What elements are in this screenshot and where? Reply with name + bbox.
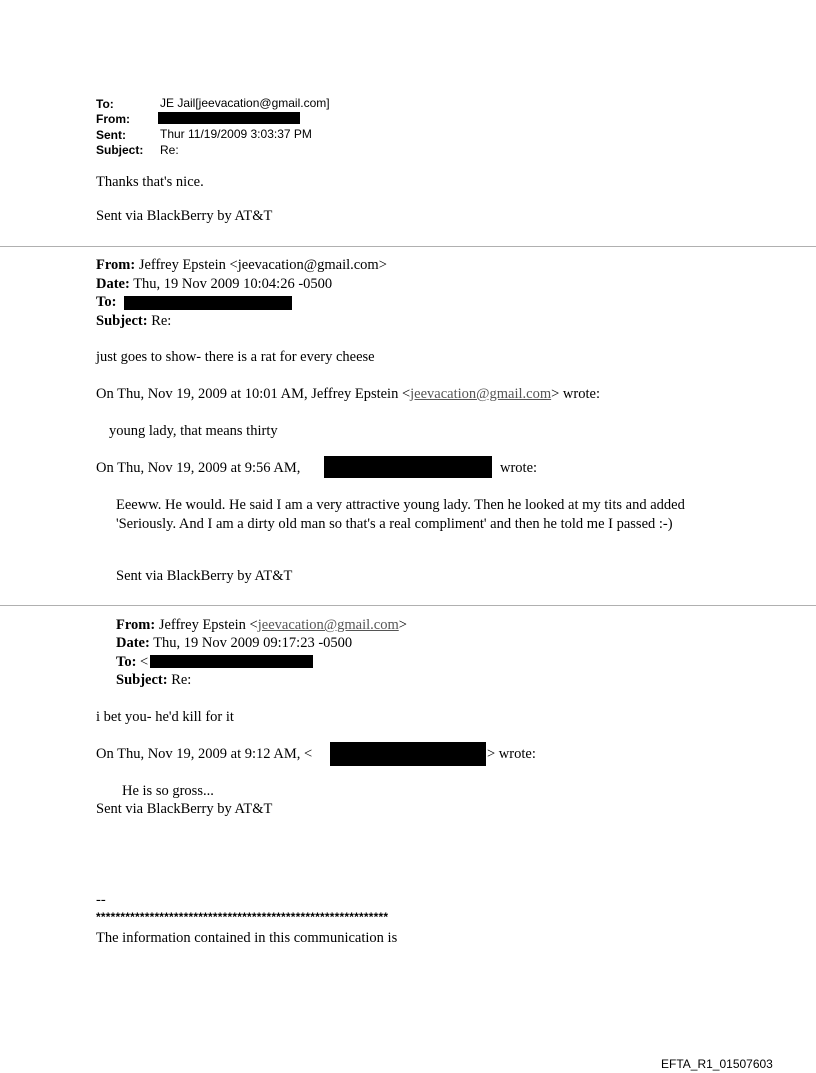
email-link[interactable]: jeevacation@gmail.com (257, 617, 399, 633)
quote-header-prefix: On Thu, Nov 19, 2009 at 9:12 AM, < (96, 746, 313, 762)
subject-value: Re: (160, 143, 179, 157)
email-signature: Sent via BlackBerry by AT&T (96, 208, 273, 224)
from-line (96, 257, 387, 274)
quote-header-suffix: > wrote: (487, 746, 536, 762)
to-label: To: (96, 97, 114, 111)
to-prefix: < (140, 654, 149, 670)
quote-header (96, 386, 600, 403)
subject-line (116, 672, 191, 689)
date-label: Date: (116, 635, 150, 651)
date-line (96, 276, 332, 293)
date-label: Date: (96, 276, 130, 292)
subject-value: Re: (171, 672, 192, 688)
subject-label: Subject: (116, 672, 168, 688)
email-body: i bet you- he'd kill for it (96, 709, 234, 725)
quote-header-prefix: On Thu, Nov 19, 2009 at 9:56 AM, (96, 460, 301, 476)
email-body: just goes to show- there is a rat for every cheese (96, 349, 375, 365)
sent-value: Thur 11/19/2009 3:03:37 PM (160, 127, 312, 141)
quote-body: young lady, that means thirty (109, 423, 278, 439)
footer-stars: ************************************************************ (96, 910, 389, 924)
redaction-block (324, 456, 492, 478)
quote-header-suffix: wrote: (500, 460, 538, 476)
sent-label: Sent: (96, 128, 126, 142)
redaction-block (330, 742, 486, 766)
quote-signature: Sent via BlackBerry by AT&T (116, 568, 293, 584)
from-prefix: Jeffrey Epstein < (158, 617, 258, 633)
subject-label: Subject: (96, 313, 148, 329)
to-label: To: (116, 654, 137, 670)
redaction-block (158, 112, 300, 124)
to-label: To: (96, 294, 117, 310)
separator-line (0, 605, 816, 606)
quote-header-suffix: > wrote: (551, 386, 600, 402)
subject-line (96, 313, 171, 330)
redaction-block (150, 655, 313, 668)
from-label: From: (116, 617, 156, 633)
from-value: Jeffrey Epstein <jeevacation@gmail.com> (138, 257, 387, 273)
quote-body: He is so gross... (122, 783, 214, 799)
from-label: From: (96, 257, 136, 273)
separator-line (0, 246, 816, 247)
email-body: Thanks that's nice. (96, 174, 204, 190)
from-suffix: > (398, 617, 407, 633)
date-value: Thu, 19 Nov 2009 10:04:26 -0500 (133, 276, 333, 292)
quote-header-prefix: On Thu, Nov 19, 2009 at 10:01 AM, Jeffrey Epstein < (96, 386, 411, 402)
date-line (116, 635, 352, 652)
to-line (116, 654, 148, 671)
date-value: Thu, 19 Nov 2009 09:17:23 -0500 (153, 635, 353, 651)
from-label: From: (96, 112, 130, 126)
from-line (116, 617, 407, 634)
subject-value: Re: (151, 313, 172, 329)
email-link[interactable]: jeevacation@gmail.com (410, 386, 552, 402)
redaction-block (124, 296, 292, 310)
footer-dashes: -- (96, 892, 106, 908)
email-signature: Sent via BlackBerry by AT&T (96, 801, 273, 817)
subject-label: Subject: (96, 143, 144, 157)
to-line (96, 294, 116, 311)
to-value: JE Jail[jeevacation@gmail.com] (160, 96, 330, 110)
footer-notice: The information contained in this communication is (96, 930, 398, 946)
document-id: EFTA_R1_01507603 (661, 1057, 773, 1071)
quote-body: Eeeww. He would. He said I am a very attractive young lady. Then he looked at my tits and added 'Seriously. And I am a dirty old man so that's a real compliment' and then he told me I passed :-) (116, 497, 685, 532)
